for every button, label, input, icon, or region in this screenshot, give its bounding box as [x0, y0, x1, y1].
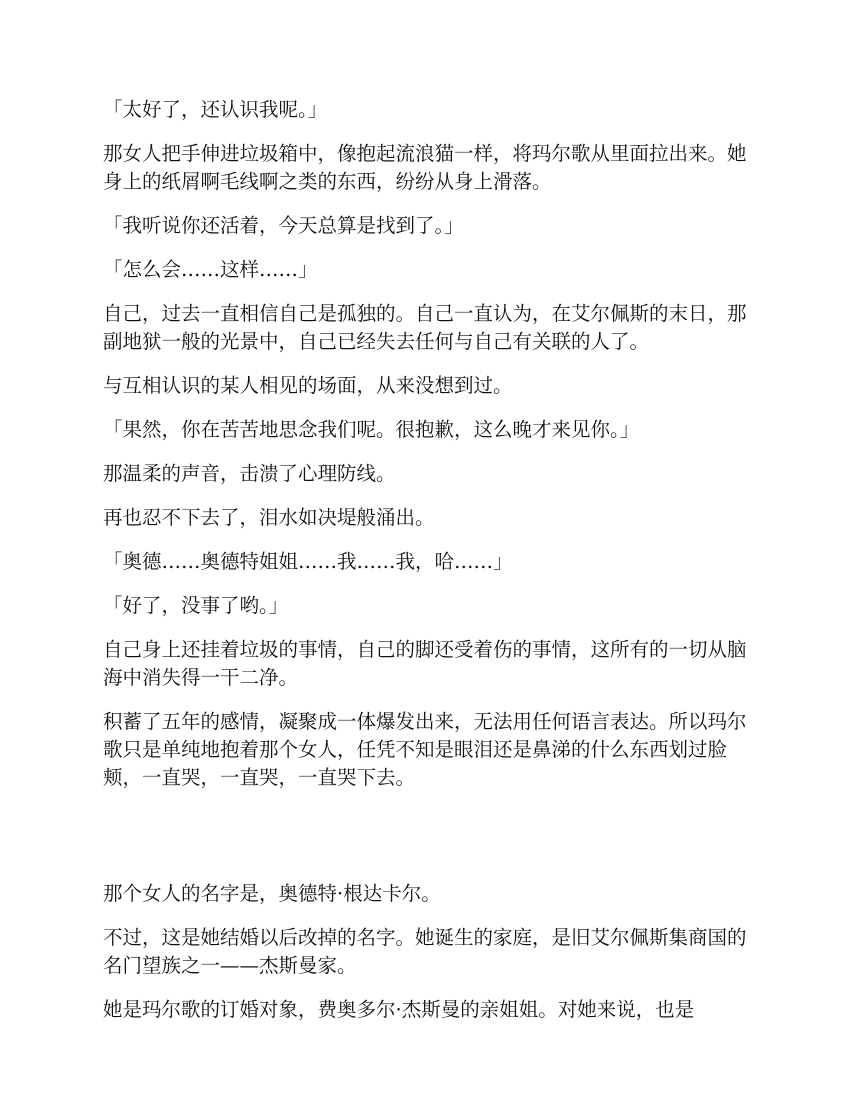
paragraph: 「果然，你在苦苦地思念我们呢。很抱歉，这么晚才来见你。」: [103, 418, 640, 441]
paragraph: 那女人把手伸进垃圾箱中，像抱起流浪猫一样，将玛尔歌从里面拉出来。她身上的纸屑啊毛线啊之类的东西，纷纷从身上滑落。: [103, 142, 747, 193]
paragraph: 再也忍不下去了，泪水如决堤般涌出。: [103, 506, 435, 529]
scene-break: [103, 808, 753, 880]
paragraph: 「奥德……奥德特姐姐……我……我，哈……」: [103, 550, 513, 573]
section-odette: [103, 880, 753, 1024]
paragraph: 「太好了，还认识我呢。」: [103, 98, 328, 121]
paragraph: 那温柔的声音，击溃了心理防线。: [103, 462, 396, 485]
paragraph: 自己，过去一直相信自己是孤独的。自己一直认为，在艾尔佩斯的末日，那副地狱一般的光景中，自己已经失去任何与自己有关联的人了。: [103, 302, 747, 353]
paragraph: 「怎么会……这样……」: [103, 258, 318, 281]
section-reunion: [103, 96, 753, 792]
paragraph: 与互相认识的某人相见的场面，从来没想到过。: [103, 374, 513, 397]
paragraph: 自己身上还挂着垃圾的事情，自己的脚还受着伤的事情，这所有的一切从脑海中消失得一干二净。: [103, 638, 747, 689]
document-page: [103, 96, 753, 1040]
paragraph: 「好了，没事了哟。」: [103, 594, 289, 617]
paragraph: 「我听说你还活着，今天总算是找到了。」: [103, 214, 464, 237]
paragraph: 积蓄了五年的感情，凝聚成一体爆发出来，无法用任何语言表达。所以玛尔歌只是单纯地抱着那个女人，任凭不知是眼泪还是鼻涕的什么东西划过脸颊，一直哭，一直哭，一直哭下去。: [103, 710, 747, 789]
paragraph: 她是玛尔歌的订婚对象，费奥多尔·杰斯曼的亲姐姐。对她来说，也是: [103, 998, 695, 1021]
paragraph: 那个女人的名字是，奥德特·根达卡尔。: [103, 882, 441, 905]
paragraph: 不过，这是她结婚以后改掉的名字。她诞生的家庭，是旧艾尔佩斯集商国的名门望族之一——杰斯曼家。: [103, 926, 747, 977]
